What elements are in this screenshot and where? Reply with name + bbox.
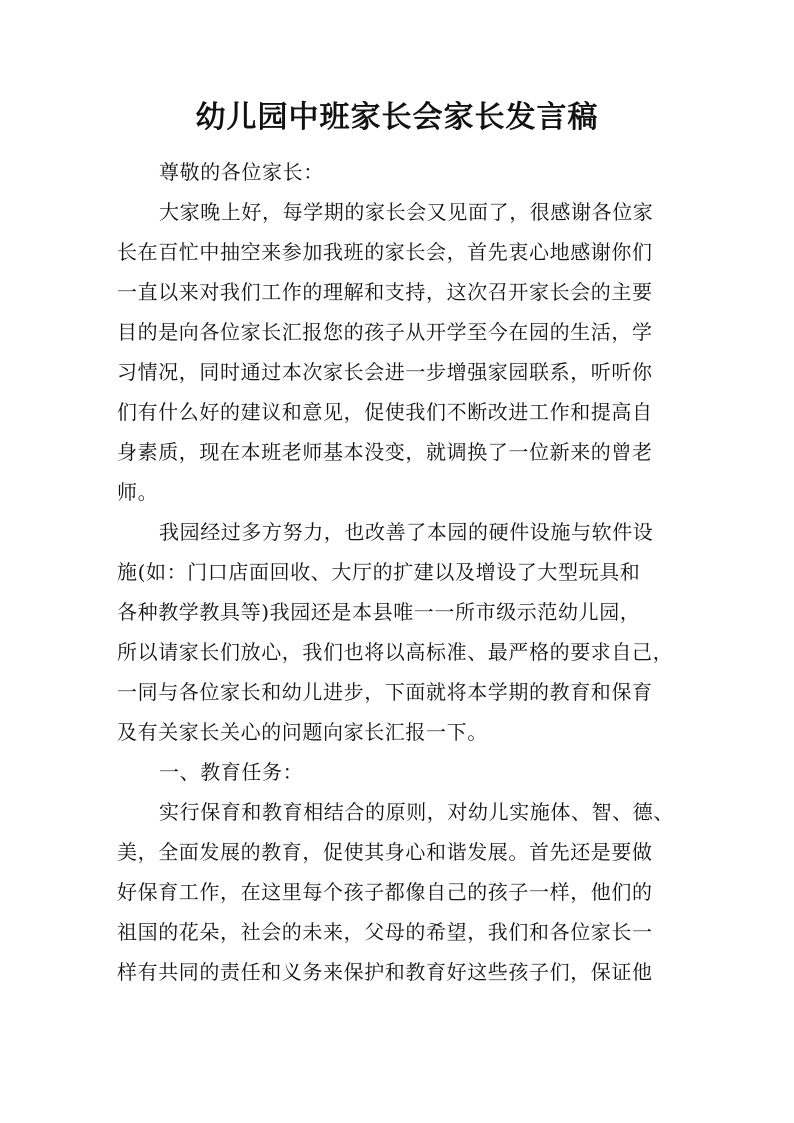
text-line: 施(如：门口店面回收、大厅的扩建以及增设了大型玩具和 <box>117 560 641 584</box>
document-title: 幼儿园中班家长会家长发言稿 <box>195 100 599 135</box>
text-line: 长在百忙中抽空来参加我班的家长会，首先衷心地感谢你们 <box>117 240 653 264</box>
text-line: 尊敬的各位家长： <box>159 160 324 184</box>
text-line: 祖国的花朵，社会的未来，父母的希望，我们和各位家长一 <box>117 920 653 944</box>
text-line: 好保育工作，在这里每个孩子都像自己的孩子一样，他们的 <box>117 880 653 904</box>
text-line: 一直以来对我们工作的理解和支持，这次召开家长会的主要 <box>117 280 653 304</box>
text-line: 实行保育和教育相结合的原则，对幼儿实施体、智、德、 <box>159 800 674 824</box>
text-line: 及有关家长关心的问题向家长汇报一下。 <box>117 720 488 744</box>
section-heading: 一、教育任务： <box>159 760 304 784</box>
text-line: 师。 <box>117 480 159 504</box>
text-line: 目的是向各位家长汇报您的孩子从开学至今在园的生活，学 <box>117 320 653 344</box>
text-line: 大家晚上好，每学期的家长会又见面了，很感谢各位家 <box>159 200 654 224</box>
text-line: 各种教学教具等)我园还是本县唯一一所市级示范幼儿园， <box>117 600 641 624</box>
text-line: 所以请家长们放心，我们也将以高标准、最严格的要求自己， <box>117 640 674 664</box>
text-line: 习情况，同时通过本次家长会进一步增强家园联系，听听你 <box>117 360 653 384</box>
text-line: 身素质，现在本班老师基本没变，就调换了一位新来的曾老 <box>117 440 653 464</box>
text-line: 我园经过多方努力，也改善了本园的硬件设施与软件设 <box>159 520 654 544</box>
text-line: 美，全面发展的教育，促使其身心和谐发展。首先还是要做 <box>117 840 653 864</box>
text-line: 一同与各位家长和幼儿进步，下面就将本学期的教育和保育 <box>117 680 653 704</box>
text-line: 样有共同的责任和义务来保护和教育好这些孩子们，保证他 <box>117 960 653 984</box>
document-body <box>117 152 675 992</box>
text-line: 们有什么好的建议和意见，促使我们不断改进工作和提高自 <box>117 400 653 424</box>
